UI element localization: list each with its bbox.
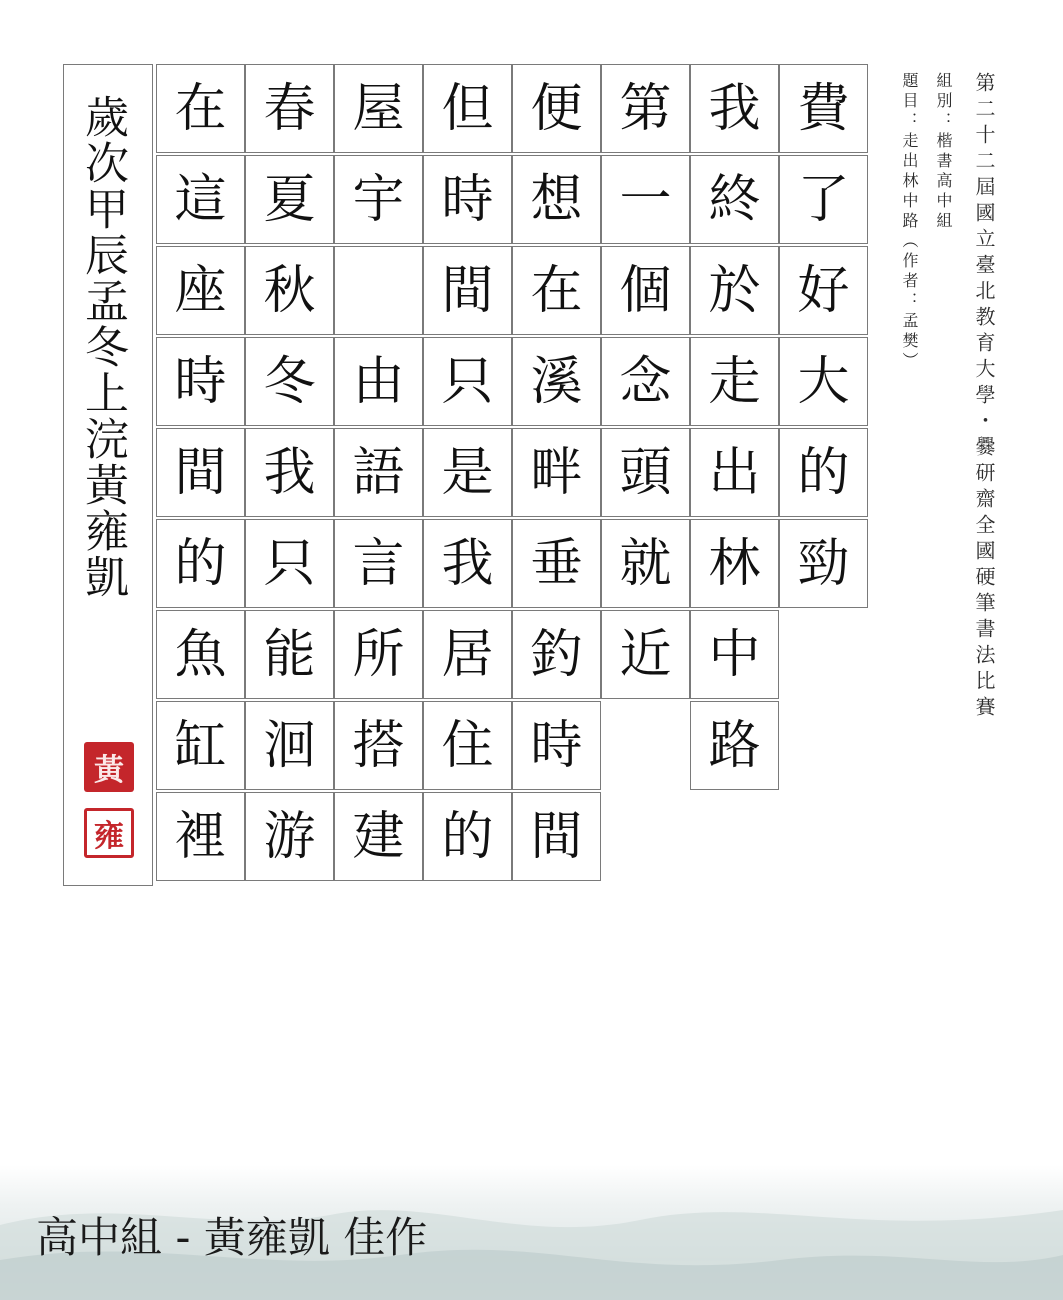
character-cell: 溪 — [512, 337, 601, 426]
character-cell: 個 — [601, 246, 690, 335]
character-cell: 這 — [156, 155, 245, 244]
character-cell: 我 — [423, 519, 512, 608]
character-cell: 大 — [779, 337, 868, 426]
character-cell: 屋 — [334, 64, 423, 153]
character-cell: 只 — [423, 337, 512, 426]
character-cell: 林 — [690, 519, 779, 608]
character-cell: 魚 — [156, 610, 245, 699]
character-cell: 冬 — [245, 337, 334, 426]
character-cell: 的 — [779, 428, 868, 517]
red-seal-stamp: 黃 — [84, 742, 134, 792]
character-cell: 走 — [690, 337, 779, 426]
character-cell: 了 — [779, 155, 868, 244]
character-cell: 搭 — [334, 701, 423, 790]
character-cell: 時 — [512, 701, 601, 790]
character-cell: 言 — [334, 519, 423, 608]
character-cell: 夏 — [245, 155, 334, 244]
character-cell: 念 — [601, 337, 690, 426]
character-cell: 的 — [423, 792, 512, 881]
character-cell: 所 — [334, 610, 423, 699]
character-cell: 我 — [690, 64, 779, 153]
character-cell: 秋 — [245, 246, 334, 335]
character-cell: 居 — [423, 610, 512, 699]
character-cell: 出 — [690, 428, 779, 517]
character-cell: 第 — [601, 64, 690, 153]
character-cell: 終 — [690, 155, 779, 244]
character-cell: 間 — [512, 792, 601, 881]
contest-title: 第二十二屆國立臺北教育大學・爨研齋全國硬筆書法比賽 — [972, 72, 996, 722]
character-cell: 勁 — [779, 519, 868, 608]
character-cell: 由 — [334, 337, 423, 426]
character-cell: 洄 — [245, 701, 334, 790]
character-cell: 是 — [423, 428, 512, 517]
character-cell: 近 — [601, 610, 690, 699]
character-cell: 建 — [334, 792, 423, 881]
character-cell: 宇 — [334, 155, 423, 244]
character-cell: 畔 — [512, 428, 601, 517]
character-cell: 間 — [156, 428, 245, 517]
character-cell: 春 — [245, 64, 334, 153]
character-cell: 便 — [512, 64, 601, 153]
character-cell: 但 — [423, 64, 512, 153]
character-cell: 我 — [245, 428, 334, 517]
topic-label: 題目：走出林中路（作者：孟樊） — [900, 72, 919, 372]
character-cell: 想 — [512, 155, 601, 244]
character-cell: 一 — [601, 155, 690, 244]
character-cell — [334, 246, 423, 335]
character-cell: 間 — [423, 246, 512, 335]
character-cell: 好 — [779, 246, 868, 335]
character-cell: 就 — [601, 519, 690, 608]
character-cell: 時 — [423, 155, 512, 244]
character-cell: 的 — [156, 519, 245, 608]
character-cell: 住 — [423, 701, 512, 790]
character-cell: 中 — [690, 610, 779, 699]
character-cell: 費 — [779, 64, 868, 153]
character-cell: 路 — [690, 701, 779, 790]
character-cell: 在 — [156, 64, 245, 153]
caption: 高中組 - 黃雍凱 佳作 — [36, 1213, 428, 1262]
character-cell: 釣 — [512, 610, 601, 699]
signature-text: 歲次甲辰孟冬上浣黃雍凱 — [77, 94, 128, 600]
group-label: 組別：楷書高中組 — [934, 72, 953, 232]
character-cell: 游 — [245, 792, 334, 881]
seal-stamp-outline: 雍 — [84, 808, 134, 858]
character-cell: 能 — [245, 610, 334, 699]
character-cell: 於 — [690, 246, 779, 335]
character-cell: 只 — [245, 519, 334, 608]
character-cell: 時 — [156, 337, 245, 426]
character-cell: 裡 — [156, 792, 245, 881]
character-cell: 垂 — [512, 519, 601, 608]
character-cell: 語 — [334, 428, 423, 517]
character-cell: 頭 — [601, 428, 690, 517]
character-cell: 在 — [512, 246, 601, 335]
character-cell: 座 — [156, 246, 245, 335]
character-cell: 缸 — [156, 701, 245, 790]
